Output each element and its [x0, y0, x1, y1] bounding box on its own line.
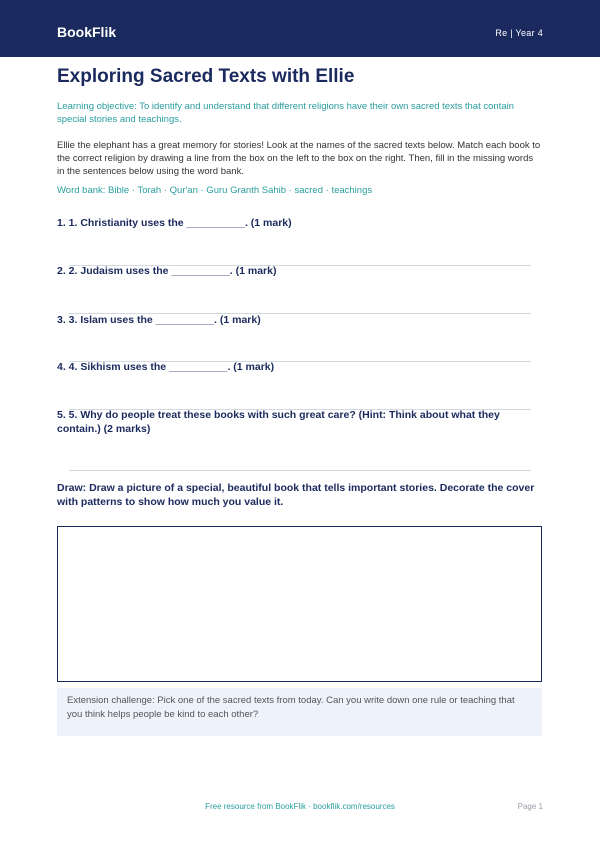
question-4: 4. 4. Sikhism uses the __________. (1 mark): [57, 361, 275, 373]
intro-text: Ellie the elephant has a great memory for stories! Look at the names of the sacred texts below. Match each book to the correct religion by drawing a line from the box on the left to the box on the right. Then, fill in the missing words in the sentences below using the word bank.: [57, 140, 541, 177]
question-3: 3. 3. Islam uses the __________. (1 mark): [57, 314, 261, 326]
answer-line-5[interactable]: [69, 470, 531, 471]
question-1: 1. 1. Christianity uses the __________. (1 mark): [57, 217, 292, 229]
subject-year-label: Re | Year 4: [495, 28, 543, 38]
footer-credit[interactable]: Free resource from BookFlik · bookflik.com/resources: [205, 802, 395, 811]
brand-logo[interactable]: BookFlik: [57, 24, 117, 40]
question-2: 2. 2. Judaism uses the __________. (1 mark): [57, 265, 277, 277]
draw-prompt: Draw: Draw a picture of a special, beautiful book that tells important stories. Decorate the cover with patterns to show how much you value it.: [57, 482, 535, 508]
question-5: 5. 5. Why do people treat these books with such great care? (Hint: Think about what they contain.) (2 marks): [57, 409, 500, 435]
word-bank: Word bank: Bible · Torah · Qur'an · Guru Granth Sahib · sacred · teachings: [57, 185, 373, 196]
learning-objective: Learning objective: To identify and understand that different religions have their own sacred texts that contain special stories and teachings.: [57, 101, 514, 125]
header-bar: [0, 0, 600, 57]
drawing-box[interactable]: [57, 526, 542, 682]
page-title: Exploring Sacred Texts with Ellie: [57, 66, 355, 87]
extension-challenge: Extension challenge: Pick one of the sacred texts from today. Can you write down one rule or teaching that you think helps people be kind to each other?: [57, 688, 542, 736]
page-number: Page 1: [517, 802, 543, 811]
